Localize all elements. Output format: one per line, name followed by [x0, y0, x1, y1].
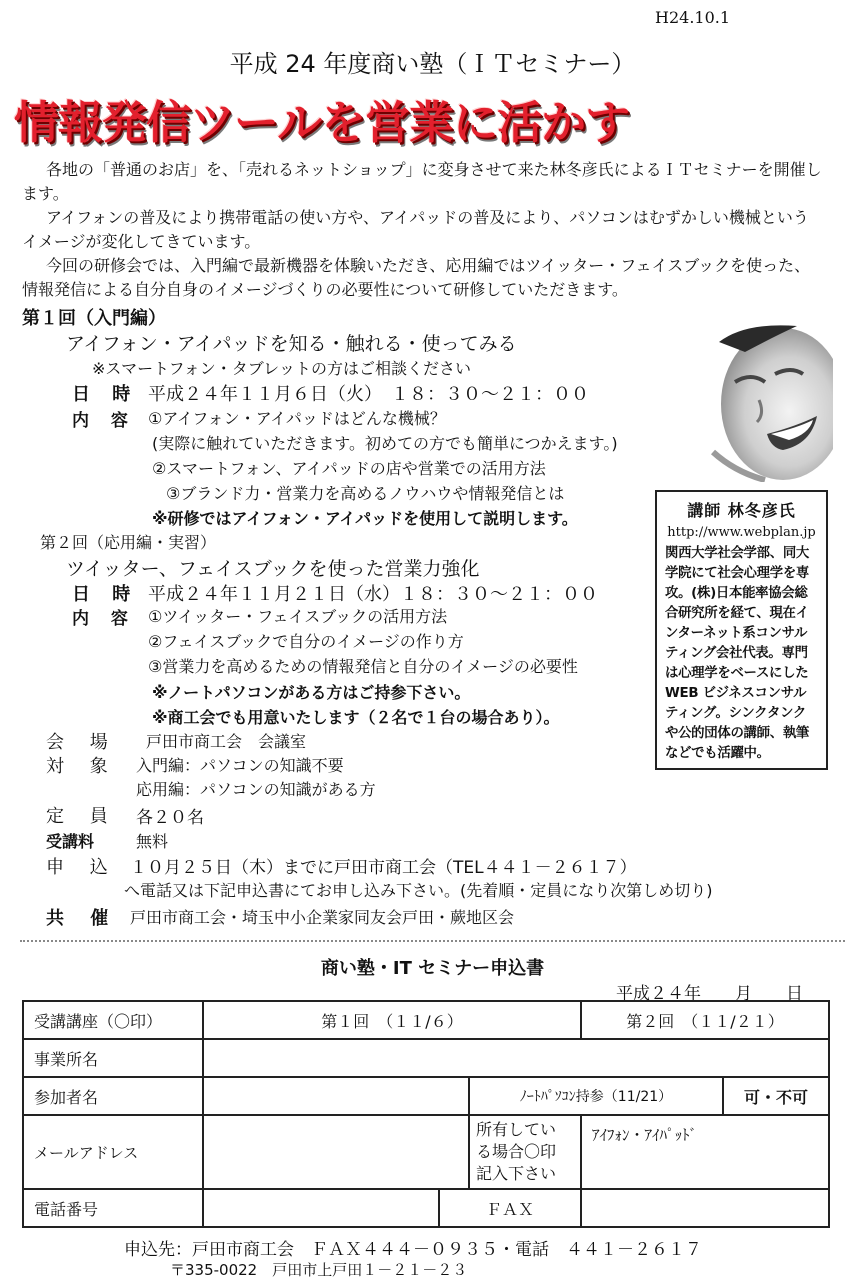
target-value: 応用編：パソコンの知識がある方: [136, 780, 376, 799]
session2-datetime: 平成２４年１１月２１日（水）１８：３０〜２１：００: [148, 584, 598, 605]
target-label: 対 象: [46, 756, 118, 777]
footer-address: 〒335-0022 戸田市上戸田１－２１－２３: [170, 1261, 468, 1279]
laptop-label: ﾉｰﾄﾊﾟｿｺﾝ持参（11/21）: [469, 1077, 723, 1115]
session1-datetime-label: 日 時: [72, 384, 139, 405]
session2-content-note: ※商工会でも用意いたします（２名で１台の場合あり）。: [152, 708, 560, 727]
owned-label-line: 記入下さい: [476, 1164, 557, 1183]
intro-paragraph: 各地の「普通のお店」を、「売れるネットショップ」に変身させて来た林冬彦氏によるＩＴセミナーを開催します。: [22, 160, 822, 203]
form-row-company: [23, 1039, 829, 1077]
form-row-email: [23, 1115, 829, 1189]
intro-paragraph: アイフォンの普及により携帯電話の使い方や、アイパッドの普及により、パソコンはむずかしい機械というイメージが変化してきています。: [22, 208, 809, 251]
session1-note: ※スマートフォン・タブレットの方はご相談ください: [92, 359, 472, 378]
instructor-box: [655, 490, 828, 770]
owned-label-line: る場合〇印: [476, 1142, 557, 1161]
session1-content-item: ①アイフォン・アイパッドはどんな機械？: [148, 409, 446, 428]
course2-option[interactable]: 第２回 （１１/２１）: [581, 1001, 829, 1039]
cohost-label: 共 催: [46, 908, 119, 929]
session2-content-label: 内 容: [72, 609, 136, 629]
participant-field[interactable]: [203, 1077, 469, 1115]
phone-field[interactable]: [203, 1189, 439, 1227]
session2-content-item: ①ツイッター・フェイスブックの活用方法: [148, 607, 448, 626]
instructor-name: 講師 林冬彦氏: [687, 501, 796, 520]
session1-heading: 第１回（入門編）: [22, 308, 166, 329]
session2-subtitle: ツイッター、フェイスブックを使った営業力強化: [66, 558, 480, 580]
instructor-bio: 関西大学社会学部、同大学院にて社会心理学を専攻。(株)日本能率協会総合研究所を経て、現在インターネット系コンサルティング会社代表。専門は心理学をベースにした WEB ビジネスコンサルティング。シンクタンクや公的団体の講師、執筆などでも活躍中。: [665, 546, 809, 761]
email-field[interactable]: [203, 1115, 469, 1189]
instructor-url[interactable]: http://www.webplan.jp: [667, 525, 816, 540]
intro-text: [22, 158, 822, 302]
banner-headline: 情報発信ツールを営業に活かす: [14, 96, 630, 149]
cut-line: [20, 940, 845, 942]
application-form: [22, 1000, 830, 1228]
form-row-participant: [23, 1077, 829, 1115]
session1-content-item: (実際に触れていただきます。初めての方でも簡単につかえます。): [152, 434, 618, 453]
fax-field[interactable]: [581, 1189, 829, 1227]
session2-datetime-label: 日 時: [72, 584, 139, 605]
venue-value: 戸田市商工会 会議室: [146, 732, 307, 751]
apply-value: １０月２５日（木）までに戸田市商工会（TEL４４１－２６１７）: [130, 858, 637, 878]
laptop-choice[interactable]: 可・不可: [723, 1077, 829, 1115]
session1-content-label: 内 容: [72, 411, 136, 431]
fax-label: ＦＡＸ: [439, 1189, 581, 1227]
session2-content-item: ③営業力を高めるための情報発信と自分のイメージの必要性: [148, 657, 578, 676]
apply-value-continued: へ電話又は下記申込書にてお申し込み下さい。(先着順・定員になり次第しめ切り): [124, 881, 713, 900]
cohost-value: 戸田市商工会・埼玉中小企業家同友会戸田・蕨地区会: [130, 908, 515, 927]
email-label: メールアドレス: [23, 1115, 203, 1189]
issue-date: H24.10.1: [655, 8, 731, 27]
form-row-course: [23, 1001, 829, 1039]
course1-option[interactable]: 第１回 （１１/６）: [203, 1001, 581, 1039]
session1-subtitle: アイフォン・アイパッドを知る・触れる・使ってみる: [66, 333, 517, 355]
fee-value: 無料: [136, 832, 169, 851]
instructor-photo: [705, 322, 833, 482]
intro-paragraph: 今回の研修会では、入門編で最新機器を体験いただき、応用編ではツイッター・フェイスブックを使った、情報発信による自分自身のイメージづくりの必要性について研修していただきます。: [22, 256, 811, 299]
apply-label: 申 込: [46, 857, 118, 878]
instructor-face-illustration: [705, 322, 833, 482]
owned-label-line: 所有してい: [476, 1120, 557, 1139]
owned-device-options[interactable]: ｱｲﾌｫﾝ・ｱｲﾊﾟｯﾄﾞ: [581, 1115, 829, 1189]
session1-datetime: 平成２４年１１月６日（火） １８：３０〜２１：００: [148, 384, 589, 405]
session2-heading: 第２回（応用編・実習）: [40, 533, 217, 552]
fee-label: 受講料: [46, 832, 95, 851]
venue-label: 会 場: [46, 732, 118, 753]
session1-content-item: ③ブランド力・営業力を高めるノウハウや情報発信とは: [166, 484, 565, 503]
capacity-label: 定 員: [46, 806, 118, 827]
session1-content-item: ②スマートフォン、アイパッドの店や営業での活用方法: [152, 459, 546, 478]
company-field[interactable]: [203, 1039, 829, 1077]
owned-device-label: [469, 1115, 581, 1189]
course-label: 受講講座（〇印）: [23, 1001, 203, 1039]
target-value: 入門編：パソコンの知識不要: [136, 756, 344, 775]
session2-content-note: ※ノートパソコンがある方はご持参下さい。: [152, 683, 471, 702]
capacity-value: 各２０名: [136, 808, 204, 828]
session2-content-item: ②フェイスブックで自分のイメージの作り方: [148, 632, 464, 651]
form-date: 平成２４年 月 日: [616, 984, 803, 1004]
phone-label: 電話番号: [23, 1189, 203, 1227]
form-title: 商い塾・IT セミナー申込書: [320, 958, 545, 979]
form-row-phone: [23, 1189, 829, 1227]
participant-label: 参加者名: [23, 1077, 203, 1115]
company-label: 事業所名: [23, 1039, 203, 1077]
session1-content-note: ※研修ではアイフォン・アイパッドを使用して説明します。: [152, 509, 578, 528]
page-title: 平成 24 年度商い塾（ＩＴセミナー）: [229, 50, 636, 78]
footer-contact: 申込先：戸田市商工会 ＦＡＸ４４４－０９３５・電話 ４４１－２６１７: [124, 1240, 702, 1260]
